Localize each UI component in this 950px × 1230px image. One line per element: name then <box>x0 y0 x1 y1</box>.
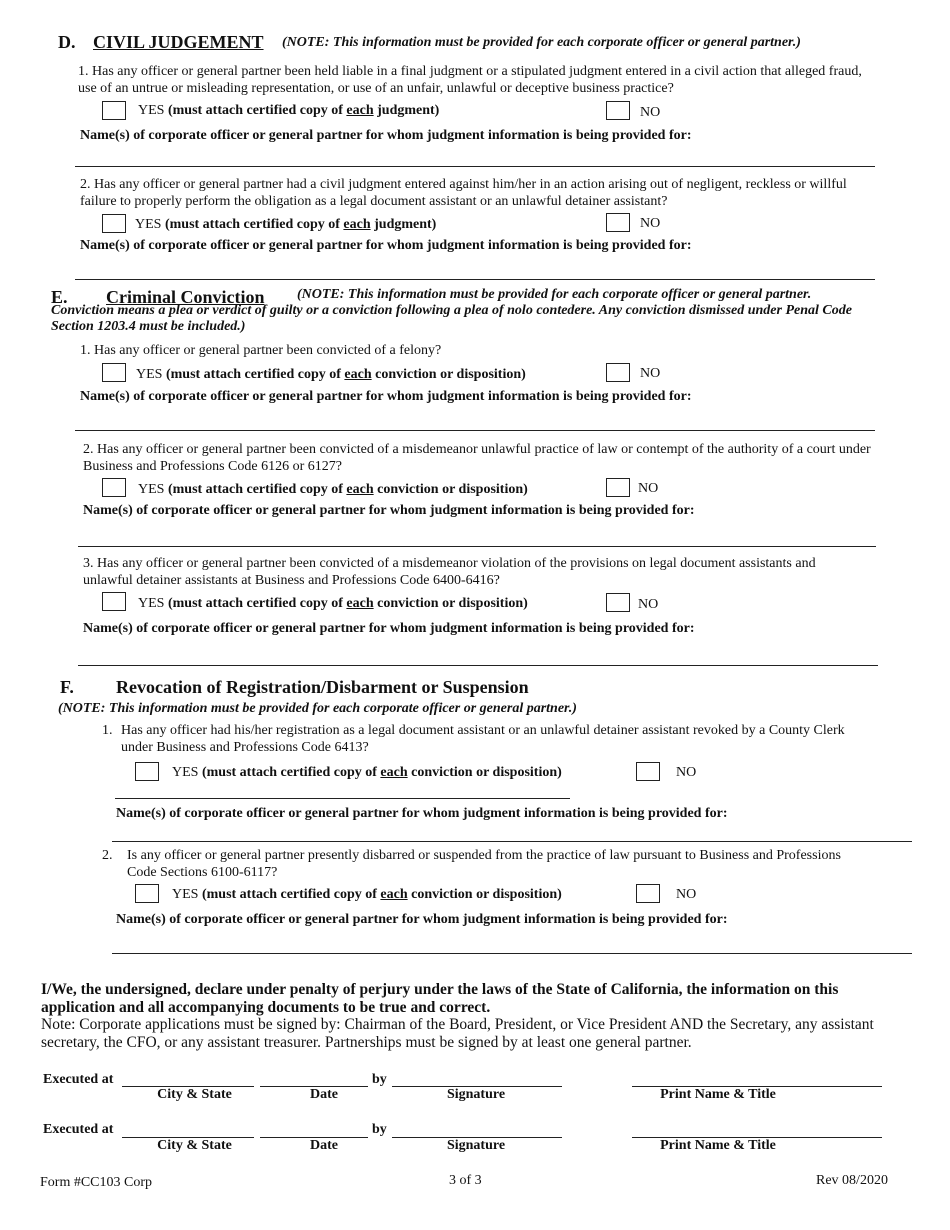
footer-revision: Rev 08/2020 <box>816 1173 888 1188</box>
e1-yes-checkbox[interactable] <box>102 363 126 382</box>
e2-names-line[interactable] <box>78 546 876 547</box>
d2-no-checkbox[interactable] <box>606 213 630 232</box>
f1-names-line[interactable] <box>112 841 912 842</box>
section-d-question-1: 1. Has any officer or general partner been held liable in a final judgment or a stipulated judgment entered in a civil action that alleged fraud, use of an untrue or misleading representation, or use of an unfair, unlawful or deceptive business practice? <box>78 64 862 96</box>
f1-yes-checkbox[interactable] <box>135 762 159 781</box>
e2-no-label: NO <box>638 481 659 496</box>
f2-no-checkbox[interactable] <box>636 884 660 903</box>
section-f-question-2: Is any officer or general partner presently disbarred or suspended from the practice of law pursuant to Business and Professions Code Sections 6100-6117? <box>127 848 841 880</box>
e1-names-label: Name(s) of corporate officer or general partner for whom judgment information is being provided for: <box>80 389 692 404</box>
f1-yes-option: YES (must attach certified copy of each conviction or disposition) <box>172 765 562 780</box>
e2-names-label: Name(s) of corporate officer or general partner for whom judgment information is being provided for: <box>83 503 695 518</box>
d1-names-line[interactable] <box>75 166 875 167</box>
e1-no-checkbox[interactable] <box>606 363 630 382</box>
d2-yes-checkbox[interactable] <box>102 214 126 233</box>
section-e-letter: E. <box>51 287 68 307</box>
section-e-title: Criminal Conviction <box>106 287 265 307</box>
f2-yes-checkbox[interactable] <box>135 884 159 903</box>
section-e-question-3: 3. Has any officer or general partner been convicted of a misdemeanor violation of the provisions on legal document assistants and unlawful detainer assistants at Business and Professions Code 6400-6416? <box>83 556 816 588</box>
declaration-note: Note: Corporate applications must be signed by: Chairman of the Board, President, or Vice President AND the Secretary, any assistant secretary, the CFO, or any assistant treasurer. Partnerships must be signed by at least one general partner. <box>41 1016 874 1051</box>
e2-yes-option: YES (must attach certified copy of each conviction or disposition) <box>138 482 528 497</box>
declaration-statement: I/We, the undersigned, declare under penalty of perjury under the laws of the State of California, the information on this application and all accompanying documents to be true and correct. <box>41 981 839 1016</box>
date-caption-1: Date <box>310 1087 338 1102</box>
city-state-caption-1: City & State <box>157 1087 232 1102</box>
city-state-caption-2: City & State <box>157 1138 232 1153</box>
d2-names-label: Name(s) of corporate officer or general partner for whom judgment information is being provided for: <box>80 238 692 253</box>
section-e-question-1: 1. Has any officer or general partner been convicted of a felony? <box>80 343 442 358</box>
e2-no-checkbox[interactable] <box>606 478 630 497</box>
executed-at-label-2: Executed at <box>43 1122 114 1137</box>
section-f-title: Revocation of Registration/Disbarment or Suspension <box>116 677 529 697</box>
d1-no-checkbox[interactable] <box>606 101 630 120</box>
d1-yes-checkbox[interactable] <box>102 101 126 120</box>
d2-names-line[interactable] <box>75 279 875 280</box>
executed-at-label-1: Executed at <box>43 1072 114 1087</box>
section-f-note: (NOTE: This information must be provided for each corporate officer or general partner.) <box>58 701 577 716</box>
e1-yes-option: YES (must attach certified copy of each conviction or disposition) <box>136 367 526 382</box>
f1-no-checkbox[interactable] <box>636 762 660 781</box>
section-d-question-2: 2. Has any officer or general partner had a civil judgment entered against him/her in an action arising out of negligent, reckless or willful failure to properly perform the obligation as a legal document assistant or an unlawful detainer assistant? <box>80 177 847 209</box>
e3-no-label: NO <box>638 597 659 612</box>
section-d-letter: D. <box>58 32 76 52</box>
e3-yes-option: YES (must attach certified copy of each conviction or disposition) <box>138 596 528 611</box>
section-e-note: (NOTE: This information must be provided for each corporate officer or general partner. Conviction means a plea or verdict of guilty or a conviction following a plea of nolo contedere. Any conviction dismissed under Penal Code Section 1203.4 must be included.) <box>51 287 852 334</box>
print-name-caption-1: Print Name & Title <box>660 1087 776 1102</box>
d1-yes-option: YES (must attach certified copy of each judgment) <box>138 103 440 118</box>
by-label-2: by <box>372 1122 387 1137</box>
e3-names-label: Name(s) of corporate officer or general partner for whom judgment information is being provided for: <box>83 621 695 636</box>
e3-names-line[interactable] <box>78 665 878 666</box>
by-label-1: by <box>372 1072 387 1087</box>
f2-number: 2. <box>102 848 113 863</box>
d1-names-label: Name(s) of corporate officer or general partner for whom judgment information is being provided for: <box>80 128 692 143</box>
f1-number: 1. <box>102 723 113 738</box>
signature-caption-1: Signature <box>446 1087 506 1102</box>
f2-names-line[interactable] <box>112 953 912 954</box>
section-e-question-2: 2. Has any officer or general partner been convicted of a misdemeanor unlawful practice of law or contempt of the authority of a court under Business and Professions Code 6126 or 6127? <box>83 442 871 474</box>
d2-no-label: NO <box>640 216 661 231</box>
f1-divider-line <box>115 798 570 799</box>
section-d-note: (NOTE: This information must be provided for each corporate officer or general partner.) <box>282 35 801 50</box>
print-name-caption-2: Print Name & Title <box>660 1138 776 1153</box>
signature-caption-2: Signature <box>446 1138 506 1153</box>
d1-no-label: NO <box>640 105 661 120</box>
footer-page-number: 3 of 3 <box>449 1173 482 1188</box>
d2-yes-option: YES (must attach certified copy of each judgment) <box>135 217 437 232</box>
footer-form-number: Form #CC103 Corp <box>40 1175 153 1190</box>
e1-no-label: NO <box>640 366 661 381</box>
section-f-letter: F. <box>60 677 74 697</box>
section-d-title: CIVIL JUDGEMENT <box>93 32 264 52</box>
section-f-question-1: Has any officer had his/her registration as a legal document assistant or an unlawful detainer assistant revoked by a County Clerk under Business and Professions Code 6413? <box>121 723 845 755</box>
f2-names-label: Name(s) of corporate officer or general partner for whom judgment information is being provided for: <box>116 912 728 927</box>
f2-yes-option: YES (must attach certified copy of each conviction or disposition) <box>172 887 562 902</box>
e3-no-checkbox[interactable] <box>606 593 630 612</box>
f1-names-label: Name(s) of corporate officer or general partner for whom judgment information is being provided for: <box>116 806 728 821</box>
e1-names-line[interactable] <box>75 430 875 431</box>
e2-yes-checkbox[interactable] <box>102 478 126 497</box>
date-caption-2: Date <box>310 1138 338 1153</box>
f1-no-label: NO <box>676 765 697 780</box>
e3-yes-checkbox[interactable] <box>102 592 126 611</box>
f2-no-label: NO <box>676 887 697 902</box>
